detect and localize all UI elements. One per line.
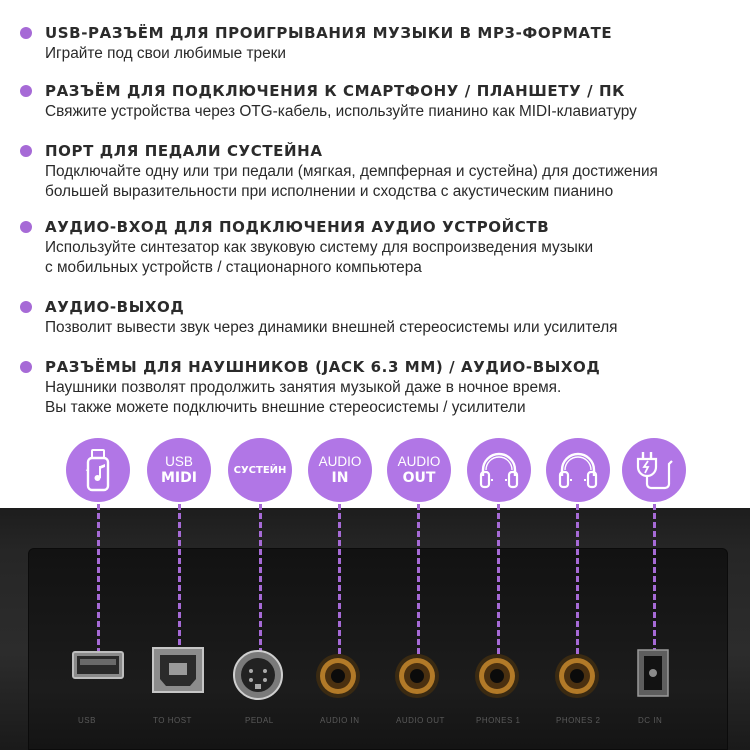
badge-line: OUT — [402, 470, 436, 486]
feature-description: большей выразительности при исполнении и сходства с акустическим пианино — [45, 183, 614, 200]
feature-title: АУДИО-ВЫХОД — [45, 298, 185, 316]
badge-line: MIDI — [161, 470, 197, 486]
usb-a-port — [73, 652, 123, 678]
badge-line: AUDIO — [397, 454, 441, 469]
feature-title: АУДИО-ВХОД ДЛЯ ПОДКЛЮЧЕНИЯ АУДИО УСТРОЙСТВ — [45, 218, 550, 236]
feature-title: ПОРТ ДЛЯ ПЕДАЛИ СУСТЕЙНА — [45, 142, 323, 160]
phones-1-jack — [475, 654, 519, 698]
sustain-badge — [228, 438, 292, 502]
pedal-din-port — [234, 651, 282, 699]
power-plug-icon — [632, 448, 676, 492]
badge-line: AUDIO — [318, 454, 362, 469]
headphones-badge-2 — [546, 438, 610, 502]
phones-2-jack — [555, 654, 599, 698]
feature-description: Позволит вывести звук через динамики внешней стереосистемы или усилителя — [45, 319, 618, 336]
port-label: USB — [78, 716, 96, 725]
port-label: AUDIO IN — [320, 716, 360, 725]
port-label: PEDAL — [245, 716, 274, 725]
headphones-icon — [556, 450, 600, 490]
usb-midi-badge — [147, 438, 211, 502]
headphones-badge-1 — [467, 438, 531, 502]
badge-line: USB — [165, 454, 193, 469]
feature-description: Наушники позволят продолжить занятия музыкой даже в ночное время. — [45, 379, 562, 396]
audio-in-badge — [308, 438, 372, 502]
feature-title: РАЗЪЁМ ДЛЯ ПОДКЛЮЧЕНИЯ К СМАРТФОНУ / ПЛАНШЕТУ / ПК — [45, 82, 625, 100]
usb-b-port — [153, 648, 203, 692]
feature-description: Используйте синтезатор как звуковую систему для воспроизведения музыки — [45, 239, 594, 256]
badge-line: СУСТЕЙН — [233, 464, 287, 476]
badge-line: IN — [331, 470, 349, 486]
headphones-icon — [477, 450, 521, 490]
feature-description: с мобильных устройств / стационарного компьютера — [45, 259, 422, 276]
power-badge — [622, 438, 686, 502]
feature-description: Вы также можете подключить внешние стереосистемы / усилители — [45, 399, 526, 416]
usb-flash-badge — [66, 438, 130, 502]
usb-flash-music-icon — [78, 448, 118, 492]
port-label: TO HOST — [153, 716, 192, 725]
feature-title: USB-РАЗЪЁМ ДЛЯ ПРОИГРЫВАНИЯ МУЗЫКИ В MP3-ФОРМАТЕ — [45, 24, 613, 42]
feature-description: Подключайте одну или три педали (мягкая, демпферная и сустейна) для достижения — [45, 163, 658, 180]
dc-in-port — [638, 650, 668, 696]
port-label: PHONES 2 — [556, 716, 601, 725]
port-label: AUDIO OUT — [396, 716, 445, 725]
audio-in-jack — [316, 654, 360, 698]
feature-description: Играйте под свои любимые треки — [45, 45, 286, 62]
port-label: PHONES 1 — [476, 716, 521, 725]
feature-title: РАЗЪЁМЫ ДЛЯ НАУШНИКОВ (JACK 6.3 MM) / АУДИО-ВЫХОД — [45, 358, 601, 376]
audio-out-badge — [387, 438, 451, 502]
feature-description: Свяжите устройства через OTG-кабель, используйте пианино как MIDI-клавиатуру — [45, 103, 637, 120]
audio-out-jack — [395, 654, 439, 698]
port-label: DC IN — [638, 716, 663, 725]
